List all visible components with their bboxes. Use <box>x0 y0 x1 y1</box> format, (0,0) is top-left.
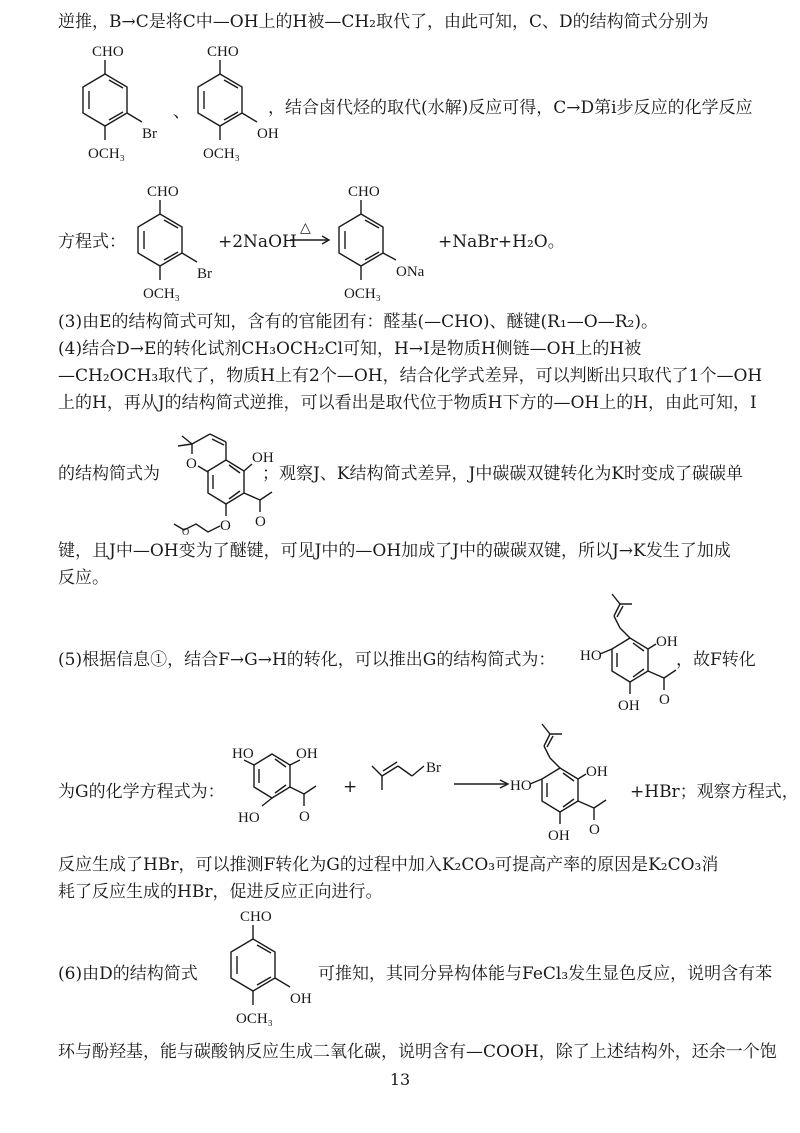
label-oh: OH <box>257 126 279 142</box>
label-oh: OH <box>656 634 678 650</box>
text-line: 反应。 <box>58 568 109 588</box>
label-oh: OH <box>296 746 318 762</box>
text-fragment: ，故F转化 <box>676 650 756 670</box>
page-number: 13 <box>389 1070 411 1089</box>
label-cho: CHO <box>207 44 239 60</box>
label-ho: HO <box>580 648 602 664</box>
text-line: 上的H，再从J的结构简式逆推，可以看出是取代位于物质H下方的—OH上的H，由此可知，I <box>58 393 757 413</box>
label-och3: OCH₃ <box>143 286 180 302</box>
text-line: (4)结合D→E的转化试剂CH₃OCH₂Cl可知，H→I是物质H侧链—OH上的H被 <box>58 339 642 359</box>
label-cho: CHO <box>147 184 179 200</box>
equation-label: 方程式： <box>58 232 126 252</box>
label-o: O <box>182 527 190 538</box>
label-och3: OCH₃ <box>88 146 125 162</box>
text-line: 环与酚羟基，能与碳酸钠反应生成二氧化碳，说明含有—COOH，除了上述结构外，还余一个饱 <box>58 1042 777 1062</box>
label-cho: CHO <box>348 184 380 200</box>
label-br: Br <box>142 126 157 142</box>
label-och3: OCH₃ <box>344 286 381 302</box>
label-oh: OH <box>252 450 274 466</box>
label-o: O <box>659 692 670 708</box>
products: +NaBr+H₂O。 <box>438 232 565 252</box>
label-o: O <box>589 822 600 838</box>
structure-d-vanillin-2 <box>208 905 318 1037</box>
reagent: +2NaOH <box>218 232 297 252</box>
label-o: O <box>299 809 310 825</box>
label-cho: CHO <box>240 909 272 925</box>
label-o: O <box>220 518 231 534</box>
reaction-arrow <box>452 774 512 794</box>
label-oh: OH <box>618 698 640 714</box>
label-och3: OCH₃ <box>236 1011 273 1027</box>
structure-product-ona <box>320 180 440 310</box>
text-fragment: 的结构简式为 <box>58 464 160 484</box>
structure-g-prenyl-phloroacetophenone <box>580 590 690 720</box>
text-fragment: 可推知，其同分异构体能与FeCl₃发生显色反应，说明含有苯 <box>318 964 773 984</box>
structure-c-bromo-anisaldehyde <box>60 40 170 170</box>
label-ho: HO <box>510 778 532 794</box>
text-line: 耗了反应生成的HBr，促进反应正向进行。 <box>58 882 383 902</box>
label-ho: HO <box>232 746 254 762</box>
text-line: (3)由E的结构简式可知，含有的官能团有：醛基(—CHO)、醚键(R₁—O—R₂)。 <box>58 312 658 332</box>
text-fragment: ；观察J、K结构简式差异，J中碳碳双键转化为K时变成了碳碳单 <box>262 464 744 484</box>
text-line: 键，且J中—OH变为了醚键，可见J中的—OH加成了J中的碳碳双键，所以J→K发生了加成 <box>58 541 731 561</box>
text-fragment: +HBr；观察方程式， <box>630 782 799 802</box>
text-line: 反应生成了HBr，可以推测F转化为G的过程中加入K₂CO₃可提高产率的原因是K₂CO₃消 <box>58 855 719 875</box>
text-fragment: (6)由D的结构简式 <box>58 964 198 984</box>
plus-sign: + <box>343 777 358 797</box>
text-fragment: (5)根据信息①，结合F→G→H的转化，可以推出G的结构简式为： <box>58 650 556 670</box>
label-och3: OCH₃ <box>203 146 240 162</box>
structure-g-product <box>510 720 620 848</box>
label-oh: OH <box>290 991 312 1007</box>
label-o: O <box>186 456 197 472</box>
label-br: Br <box>426 760 441 776</box>
structure-f-phloroacetophenone <box>232 740 332 835</box>
label-cho: CHO <box>92 44 124 60</box>
label-ho: HO <box>238 810 260 826</box>
label-br: Br <box>197 266 212 282</box>
text-fragment: ，结合卤代烃的取代(水解)反应可得，C→D第ⅰ步反应的化学反应 <box>268 98 753 118</box>
text-line: 逆推，B→C是将C中—OH上的H被—CH₂取代了，由此可知，C、D的结构简式分别为 <box>58 12 709 32</box>
label-o: O <box>255 514 266 530</box>
text-fragment: 为G的化学方程式为： <box>58 782 225 802</box>
separator: 、 <box>173 102 190 122</box>
heat-condition: △ <box>300 220 311 236</box>
label-oh: OH <box>586 764 608 780</box>
text-line: —CH₂OCH₃取代了，物质H上有2个—OH，结合化学式差异，可以判断出只取代了1个—OH <box>58 366 763 386</box>
label-ona: ONa <box>396 264 425 280</box>
label-oh: OH <box>548 828 570 844</box>
